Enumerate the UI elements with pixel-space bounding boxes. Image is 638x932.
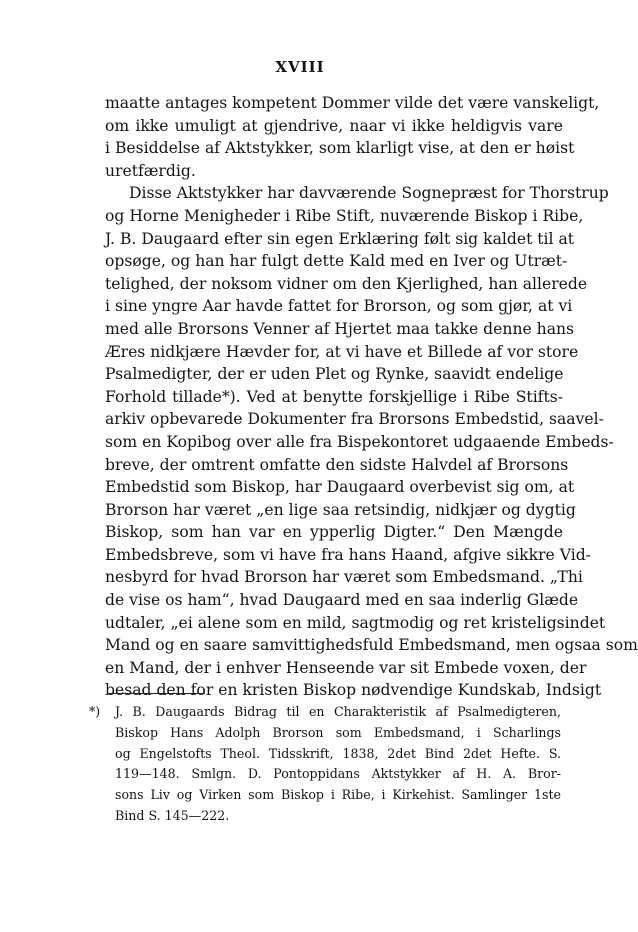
body-line: med alle Brorsons Venner af Hjertet maa takke denne hans: [105, 319, 575, 338]
paragraph-start-line: Disse Aktstykker har davværende Sognepræst for Thorstrup: [129, 184, 609, 203]
footnote-line: [89, 702, 561, 723]
footnote: [89, 702, 561, 827]
body-line: Embedstid som Biskop, har Daugaard overbevist sig om, at: [105, 478, 575, 497]
body-line: maatte antages kompetent Dommer vilde det være vanskeligt,: [105, 94, 600, 112]
footnote-line-text: J. B. Daugaards Bidrag til en Charakteristik af Psalmedigteren,: [115, 704, 561, 719]
body-line: i sine yngre Aar havde fattet for Brorson, og som gjør, at vi: [105, 297, 573, 316]
body-line: besad den for en kristen Biskop nødvendige Kundskab, Indsigt: [105, 681, 602, 700]
body-line: Æres nidkjære Hævder for, at vi have et Billede af vor store: [105, 342, 579, 361]
footnote-marker: *): [89, 704, 101, 719]
footnote-line: sons Liv og Virken som Biskop i Ribe, i Kirkehist. Samlinger 1ste: [115, 787, 561, 803]
footnote-line: Biskop Hans Adolph Brorson som Embedsmand, i Scharlings: [115, 724, 561, 740]
body-line: om ikke umuligt at gjendrive, naar vi ikke heldigvis vare: [105, 116, 563, 135]
body-line: som en Kopibog over alle fra Bispekontoret udgaaende Embeds-: [105, 432, 614, 451]
body-line: en Mand, der i enhver Henseende var sit Embede voxen, der: [105, 658, 587, 677]
body-line: breve, der omtrent omfatte den sidste Halvdel af Brorsons: [105, 455, 569, 474]
body-line: i Besiddelse af Aktstykker, som klarligt vise, at den er høist: [105, 139, 575, 158]
footnote-divider: [107, 693, 205, 694]
footnote-line: Bind S. 145—222.: [115, 807, 230, 823]
body-line: udtaler, „ei alene som en mild, sagtmodig og ret kristeligsindet: [105, 613, 606, 632]
body-line: Forhold tillade*). Ved at benytte forskjellige i Ribe Stifts-: [105, 387, 563, 406]
body-line: opsøge, og han har fulgt dette Kald med en Iver og Utræt-: [105, 252, 568, 271]
body-line: Psalmedigter, der er uden Plet og Rynke, saavidt endelige: [105, 365, 564, 384]
footnote-line: 119—148. Smlgn. D. Pontoppidans Aktstykker af H. A. Bror-: [115, 766, 561, 782]
footnote-line: og Engelstofts Theol. Tidsskrift, 1838, 2det Bind 2det Hefte. S.: [115, 745, 561, 761]
body-line: telighed, der noksom vidner om den Kjerlighed, han allerede: [105, 274, 588, 293]
body-line: uretfærdig.: [105, 161, 196, 180]
body-line: de vise os ham“, hvad Daugaard med en saa inderlig Glæde: [105, 591, 579, 610]
body-text: [105, 92, 638, 702]
body-line: og Horne Menigheder i Ribe Stift, nuværende Biskop i Ribe,: [105, 206, 584, 225]
body-line: nesbyrd for hvad Brorson har været som Embedsmand. „Thi: [105, 568, 583, 587]
body-line: Brorson har været „en lige saa retsindig, nidkjær og dygtig: [105, 500, 576, 519]
body-line: Mand og en saare samvittighedsfuld Embedsmand, men ogsaa som: [105, 636, 638, 655]
page-number: XVIII: [275, 58, 325, 76]
body-line: arkiv opbevarede Dokumenter fra Brorsons Embedstid, saavel-: [105, 410, 604, 429]
body-line: J. B. Daugaard efter sin egen Erklæring følt sig kaldet til at: [105, 229, 575, 248]
body-line: Embedsbreve, som vi have fra hans Haand, afgive sikkre Vid-: [105, 545, 591, 564]
body-line: Biskop, som han var en ypperlig Digter.“ Den Mængde: [105, 523, 563, 542]
